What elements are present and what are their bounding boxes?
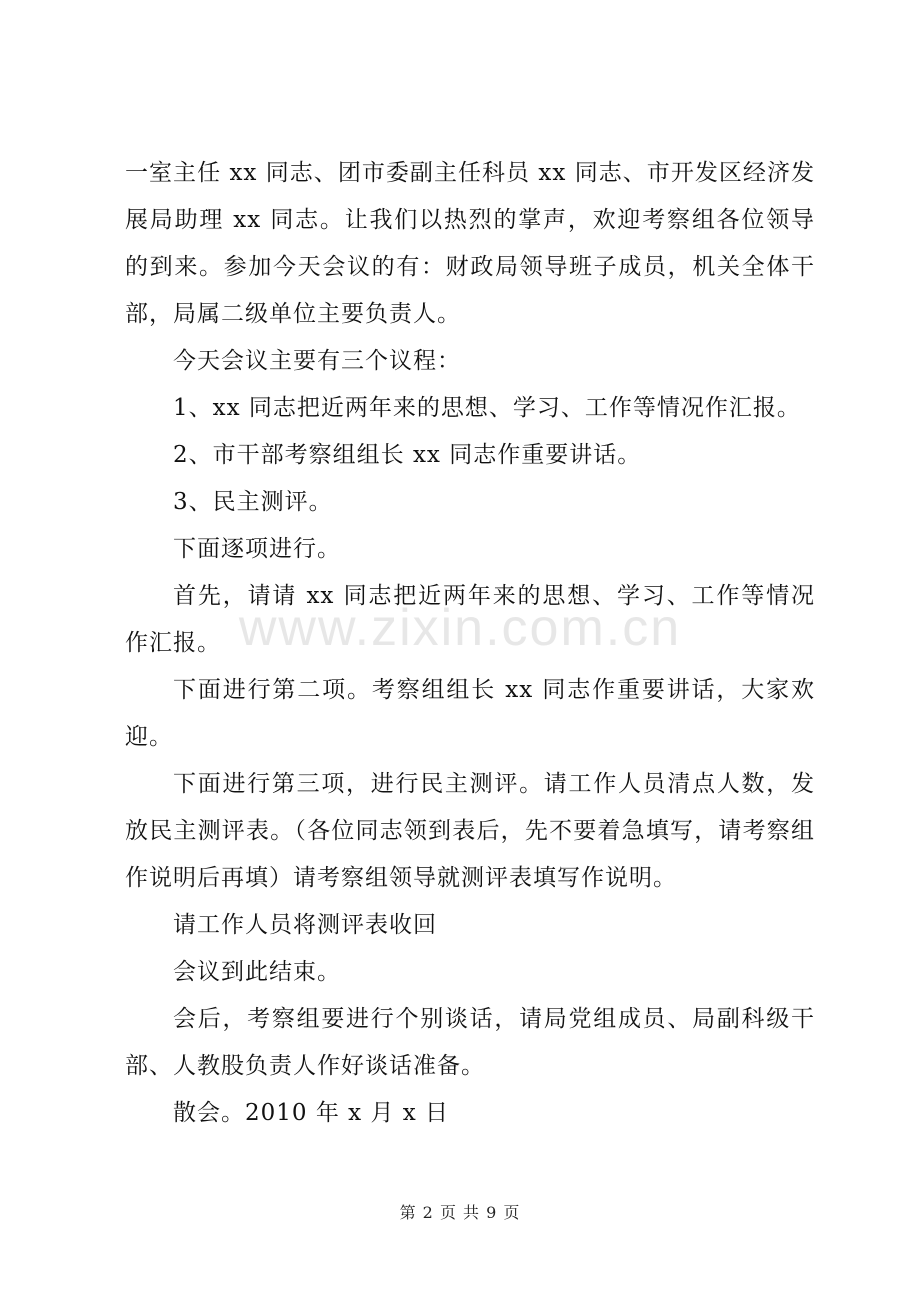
paragraph-agenda-intro: 今天会议主要有三个议程：	[173, 348, 461, 374]
paragraph-second-item: 下面进行第二项。考察组组长 xx 同志作重要讲话，大家欢迎。	[125, 677, 815, 750]
paragraph-after-meeting: 会后，考察组要进行个别谈话，请局党组成员、局副科级干部、人教股负责人作好谈话准备。	[125, 1006, 815, 1079]
paragraph-agenda-item-1: 1、xx 同志把近两年来的思想、学习、工作等情况作汇报。	[173, 395, 801, 421]
paragraph-meeting-end: 会议到此结束。	[173, 959, 341, 985]
paragraph-collect-forms: 请工作人员将测评表收回	[173, 912, 437, 938]
watermark-text: www.zixin.com.cn	[238, 599, 682, 657]
paragraph-third-item: 下面进行第三项，进行民主测评。请工作人员清点人数，发放民主测评表。（各位同志领到表后，先不要着急填写，请考察组作说明后再填）请考察组领导就测评表填写作说明。	[125, 771, 815, 891]
paragraph-proceed: 下面逐项进行。	[173, 536, 341, 562]
paragraph-adjourn-date: 散会。2010 年 x 月 x 日	[173, 1100, 450, 1126]
document-body	[125, 150, 815, 1137]
paragraph-agenda-item-3: 3、民主测评。	[173, 489, 333, 515]
page-number-footer: 第 2 页 共 9 页	[399, 1203, 521, 1222]
paragraph-agenda-item-2: 2、市干部考察组组长 xx 同志作重要讲话。	[173, 442, 642, 468]
paragraph-first-item: 首先，请请 xx 同志把近两年来的思想、学习、工作等情况作汇报。	[125, 583, 815, 656]
paragraph-continuation: 一室主任 xx 同志、团市委副主任科员 xx 同志、市开发区经济发展局助理 xx 同志。让我们以热烈的掌声，欢迎考察组各位领导的到来。参加今天会议的有：财政局领导班子成员，机关全体干部，局属二级单位主要负责人。	[125, 160, 815, 327]
